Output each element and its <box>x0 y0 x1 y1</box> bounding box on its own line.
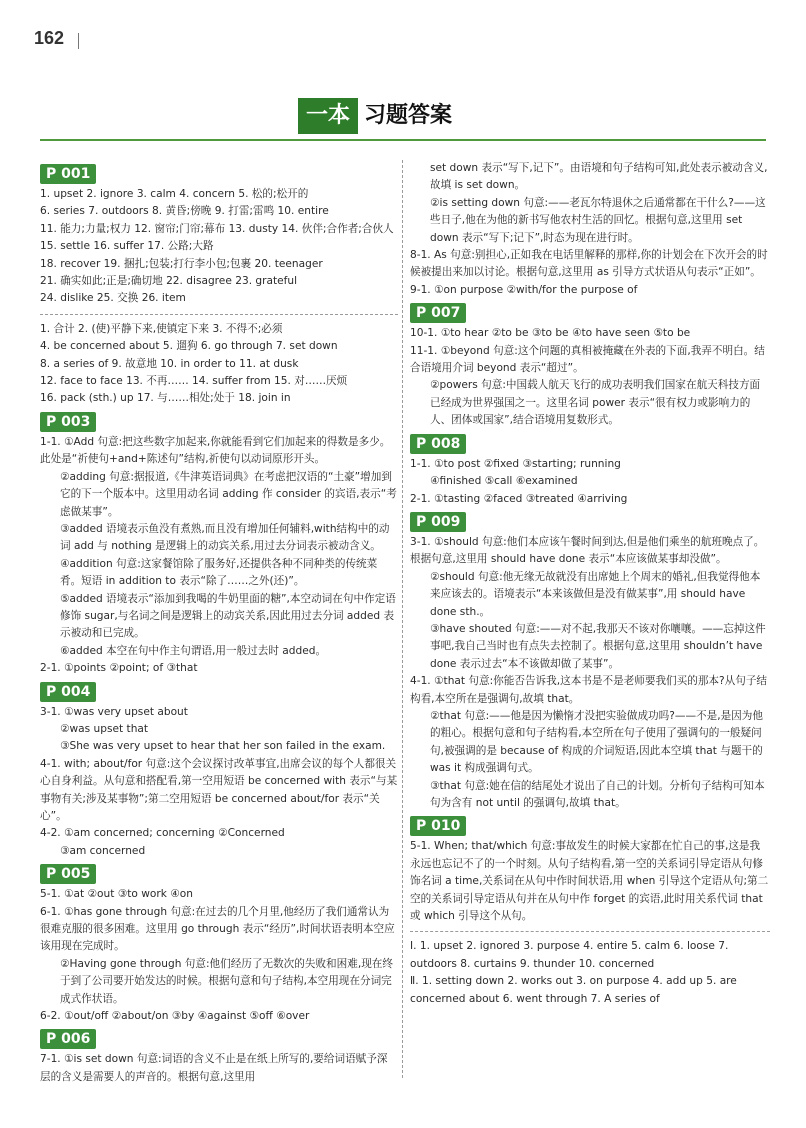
answer-line: 12. face to face 13. 不再…… 14. suffer from 15. 对……厌烦 <box>40 375 348 388</box>
answer-line: 4-1. with; about/for 句意:这个会议探讨改革事宜,出席会议的每个人都很关心自身利益。从句意和搭配看,第一空用短语 be concerned with 表示“与某事物有关;涉及某事物”;第二空用短语 be concerned about/for 表示“关心”。 <box>40 757 398 822</box>
answer-line: ②that 句意:——他是因为懒惰才没把实验做成功吗?——不是,是因为他的粗心。根据句意和句子结构看,本空所在句子使用了强调句的一般疑问句,被强调的是 because of 构成的介词短语,因此本空填 that 与题干的 was it 构成强调句式。 <box>430 709 763 775</box>
page-number: 162 <box>34 28 65 48</box>
p001-block2 <box>40 321 398 408</box>
right-column <box>410 160 770 1008</box>
answer-line: ⑤added 语境表示“添加到我喝的牛奶里面的糖”,本空动词在句中作定语修饰 sugar,与名词之间是逻辑上的动宾关系,因此用过去分词 added 表示被动和已完成。 <box>60 592 396 640</box>
answer-line: 4-2. ①am concerned; concerning ②Concerned <box>40 827 285 840</box>
answer-line: set down 表示“写下,记下”。由语境和句子结构可知,此处表示被动含义,故填 is set down。 <box>430 162 768 192</box>
answer-line: ②adding 句意:据报道,《牛津英语词典》在考虑把汉语的“土豪”增加到它的下一个版本中。这里用动名词 adding 作 consider 的宾语,表示“考虑做某事”。 <box>60 470 397 518</box>
answer-line: 24. dislike 25. 交换 26. item <box>40 292 186 305</box>
answer-line: 1. upset 2. ignore 3. calm 4. concern 5. 松的;松开的 <box>40 188 309 200</box>
answer-line: ③that 句意:她在信的结尾处才说出了自己的计划。分析句子结构可知本句为含有 not until 的强调句,故填 that。 <box>430 779 765 809</box>
answer-line: 3-1. ①should 句意:他们本应该午餐时间到达,但是他们乘坐的航班晚点了。根据句意,这里用 should have done 表示“本应该做某事却没做”。 <box>410 535 765 566</box>
answer-line: 10-1. ①to hear ②to be ③to be ④to have seen ⑤to be <box>410 327 691 340</box>
answer-line: 3-1. ①was very upset about <box>40 705 188 718</box>
answer-line: 4-1. ①that 句意:你能否告诉我,这本书是不是老师要我们买的那本?从句子结构看,本空所在是强调句,故填 that。 <box>410 675 768 705</box>
answer-line: 11. 能力;力量;权力 12. 窗帘;门帘;幕布 13. dusty 14. 伙伴;合作者;合伙人 15. settle 16. suffer 17. 公路;大路 <box>40 222 394 253</box>
p001-block1 <box>40 186 398 308</box>
tag-p001: P 001 <box>40 164 96 184</box>
answer-line: ②Having gone through 句意:他们经历了无数次的失败和困难,现在终于到了公司要开始发达的时候。根据句意和句子结构,本空用现在分词完成式作状语。 <box>60 957 393 1005</box>
answer-line: 6-1. ①has gone through 句意:在过去的几个月里,他经历了我们通常认为很难克服的很多困难。这里用 go through 表示“经历”,时间状语表明本空应该用现在完成时。 <box>40 905 395 953</box>
answer-line: 7-1. ①is set down 句意:词语的含义不止是在纸上所写的,要给词语赋予深层的含义是需要人的声音的。根据句意,这里用 <box>40 1053 388 1083</box>
answer-line: 8. a series of 9. 故意地 10. in order to 11. at dusk <box>40 357 299 370</box>
answer-line: 5-1. ①at ②out ③to work ④on <box>40 888 193 901</box>
answer-line: 6-2. ①out/off ②about/on ③by ④against ⑤off ⑥over <box>40 1010 310 1023</box>
answer-line: ③have shouted 句意:——对不起,我那天不该对你嚷嚷。——忘掉这件事吧,我自己当时也有点失去控制了。根据句意,这里用 shouldn’t have done 表示过去“本不该做却做了某事”。 <box>430 622 766 670</box>
tag-p006: P 006 <box>40 1029 96 1049</box>
dashed-separator <box>410 931 770 932</box>
page-number-divider <box>78 33 79 49</box>
tag-p004: P 004 <box>40 682 96 702</box>
answer-line: ⑥added 本空在句中作主句谓语,用一般过去时 added。 <box>60 644 327 657</box>
answer-line: ②was upset that <box>60 722 149 735</box>
answer-line: ②powers 句意:中国载人航天飞行的成功表明我们国家在航天科技方面已经成为世界强国之一。这里名词 power 表示“很有权力或影响力的人、团体或国家”,结合语境用复数形式。 <box>430 379 761 427</box>
answer-line: ③She was very upset to hear that her son failed in the exam. <box>60 740 386 753</box>
answer-line: ③added 语境表示鱼没有煮熟,而且没有增加任何辅料,with结构中的动词 add 与 nothing 是逻辑上的动宾关系,用过去分词表示被动含义。 <box>60 522 390 553</box>
tag-p005: P 005 <box>40 864 96 884</box>
answer-line: Ⅰ. 1. upset 2. ignored 3. purpose 4. entire 5. calm 6. loose 7. outdoors 8. curtains 9. thunder 10. concerned <box>410 940 729 970</box>
answer-line: 1. 合计 2. (使)平静下来,使镇定下来 3. 不得不;必须 <box>40 322 283 335</box>
section-header <box>298 98 458 134</box>
header-title: 习题答案 <box>364 103 453 129</box>
answer-line: 1-1. ①to post ②fixed ③starting; running <box>410 457 621 470</box>
tag-p008: P 008 <box>410 434 466 454</box>
tag-p003: P 003 <box>40 412 96 432</box>
tag-p010: P 010 <box>410 816 466 836</box>
answer-line: 2-1. ①points ②point; of ③that <box>40 662 198 675</box>
left-column <box>40 160 398 1086</box>
answer-line: 5-1. When; that/which 句意:事故发生的时候大家都在忙自己的事,这是我永远也忘记不了的一个时刻。从句子结构看,第一空的关系词引导定语从句修饰名词 a time,关系词在从句中作时间状语,用 when 引导这个定语从句;第二空的关系词引导定语从句并在从句中作 forget 的宾语,此时用关系代词 that 或 which 引导这个从句。 <box>410 840 769 923</box>
answer-line: ④addition 句意:这家餐馆除了服务好,还提供各种不同种类的传统菜肴。短语 in addition to 表示“除了……之外(还)”。 <box>60 557 378 588</box>
answer-line: ③am concerned <box>60 844 146 857</box>
column-divider <box>402 160 403 1078</box>
answer-line: 1-1. ①Add 句意:把这些数字加起来,你就能看到它们加起来的得数是多少。此处是“祈使句+and+陈述句”结构,祈使句以动词原形开头。 <box>40 435 391 466</box>
header-rule <box>40 139 766 141</box>
answer-line: 8-1. As 句意:别担心,正如我在电话里解释的那样,你的计划会在下次开会的时候被提出来加以讨论。根据句意,这里用 as 引导方式状语从句表示“正如”。 <box>410 249 768 279</box>
answer-line: 11-1. ①beyond 句意:这个问题的真相被掩藏在外表的下面,我弄不明白。结合语境用介词 beyond 表示“超过”。 <box>410 344 765 375</box>
dashed-separator <box>40 314 398 315</box>
answer-line: 4. be concerned about 5. 遛狗 6. go through 7. set down <box>40 340 338 353</box>
tag-p009: P 009 <box>410 512 466 532</box>
answer-line: 18. recover 19. 捆扎;包装;打行李小包;包裹 20. teenager <box>40 257 323 270</box>
answer-line: ④finished ⑤call ⑥examined <box>430 475 578 488</box>
tag-p007: P 007 <box>410 303 466 323</box>
answer-line: 16. pack (sth.) up 17. 与……相处;处于 18. join in <box>40 392 291 405</box>
answer-line: ②should 句意:他无缘无故就没有出席她上个周末的婚礼,但我觉得他本来应该去的。语境表示“本来该做但是没有做某事”,用 should have done sth.。 <box>430 570 761 618</box>
answer-line: 21. 确实如此;正是;确切地 22. disagree 23. grateful <box>40 275 298 288</box>
answer-line: Ⅱ. 1. setting down 2. works out 3. on purpose 4. add up 5. are concerned about 6. went through 7. A series of <box>410 975 737 1005</box>
answer-line: 2-1. ①tasting ②faced ③treated ④arriving <box>410 492 628 505</box>
answer-line: ②is setting down 句意:——老瓦尔特退休之后通常都在干什么?——这些日子,他在为他的新书写他农村生活的回忆。根据句意,这里用 set down 表示“写下;记下”,时态为现在进行时。 <box>430 196 766 244</box>
header-brand: 一本 <box>298 98 358 134</box>
answer-line: 6. series 7. outdoors 8. 黄昏;傍晚 9. 打雷;雷鸣 10. entire <box>40 205 329 218</box>
answer-line: 9-1. ①on purpose ②with/for the purpose of <box>410 283 638 296</box>
